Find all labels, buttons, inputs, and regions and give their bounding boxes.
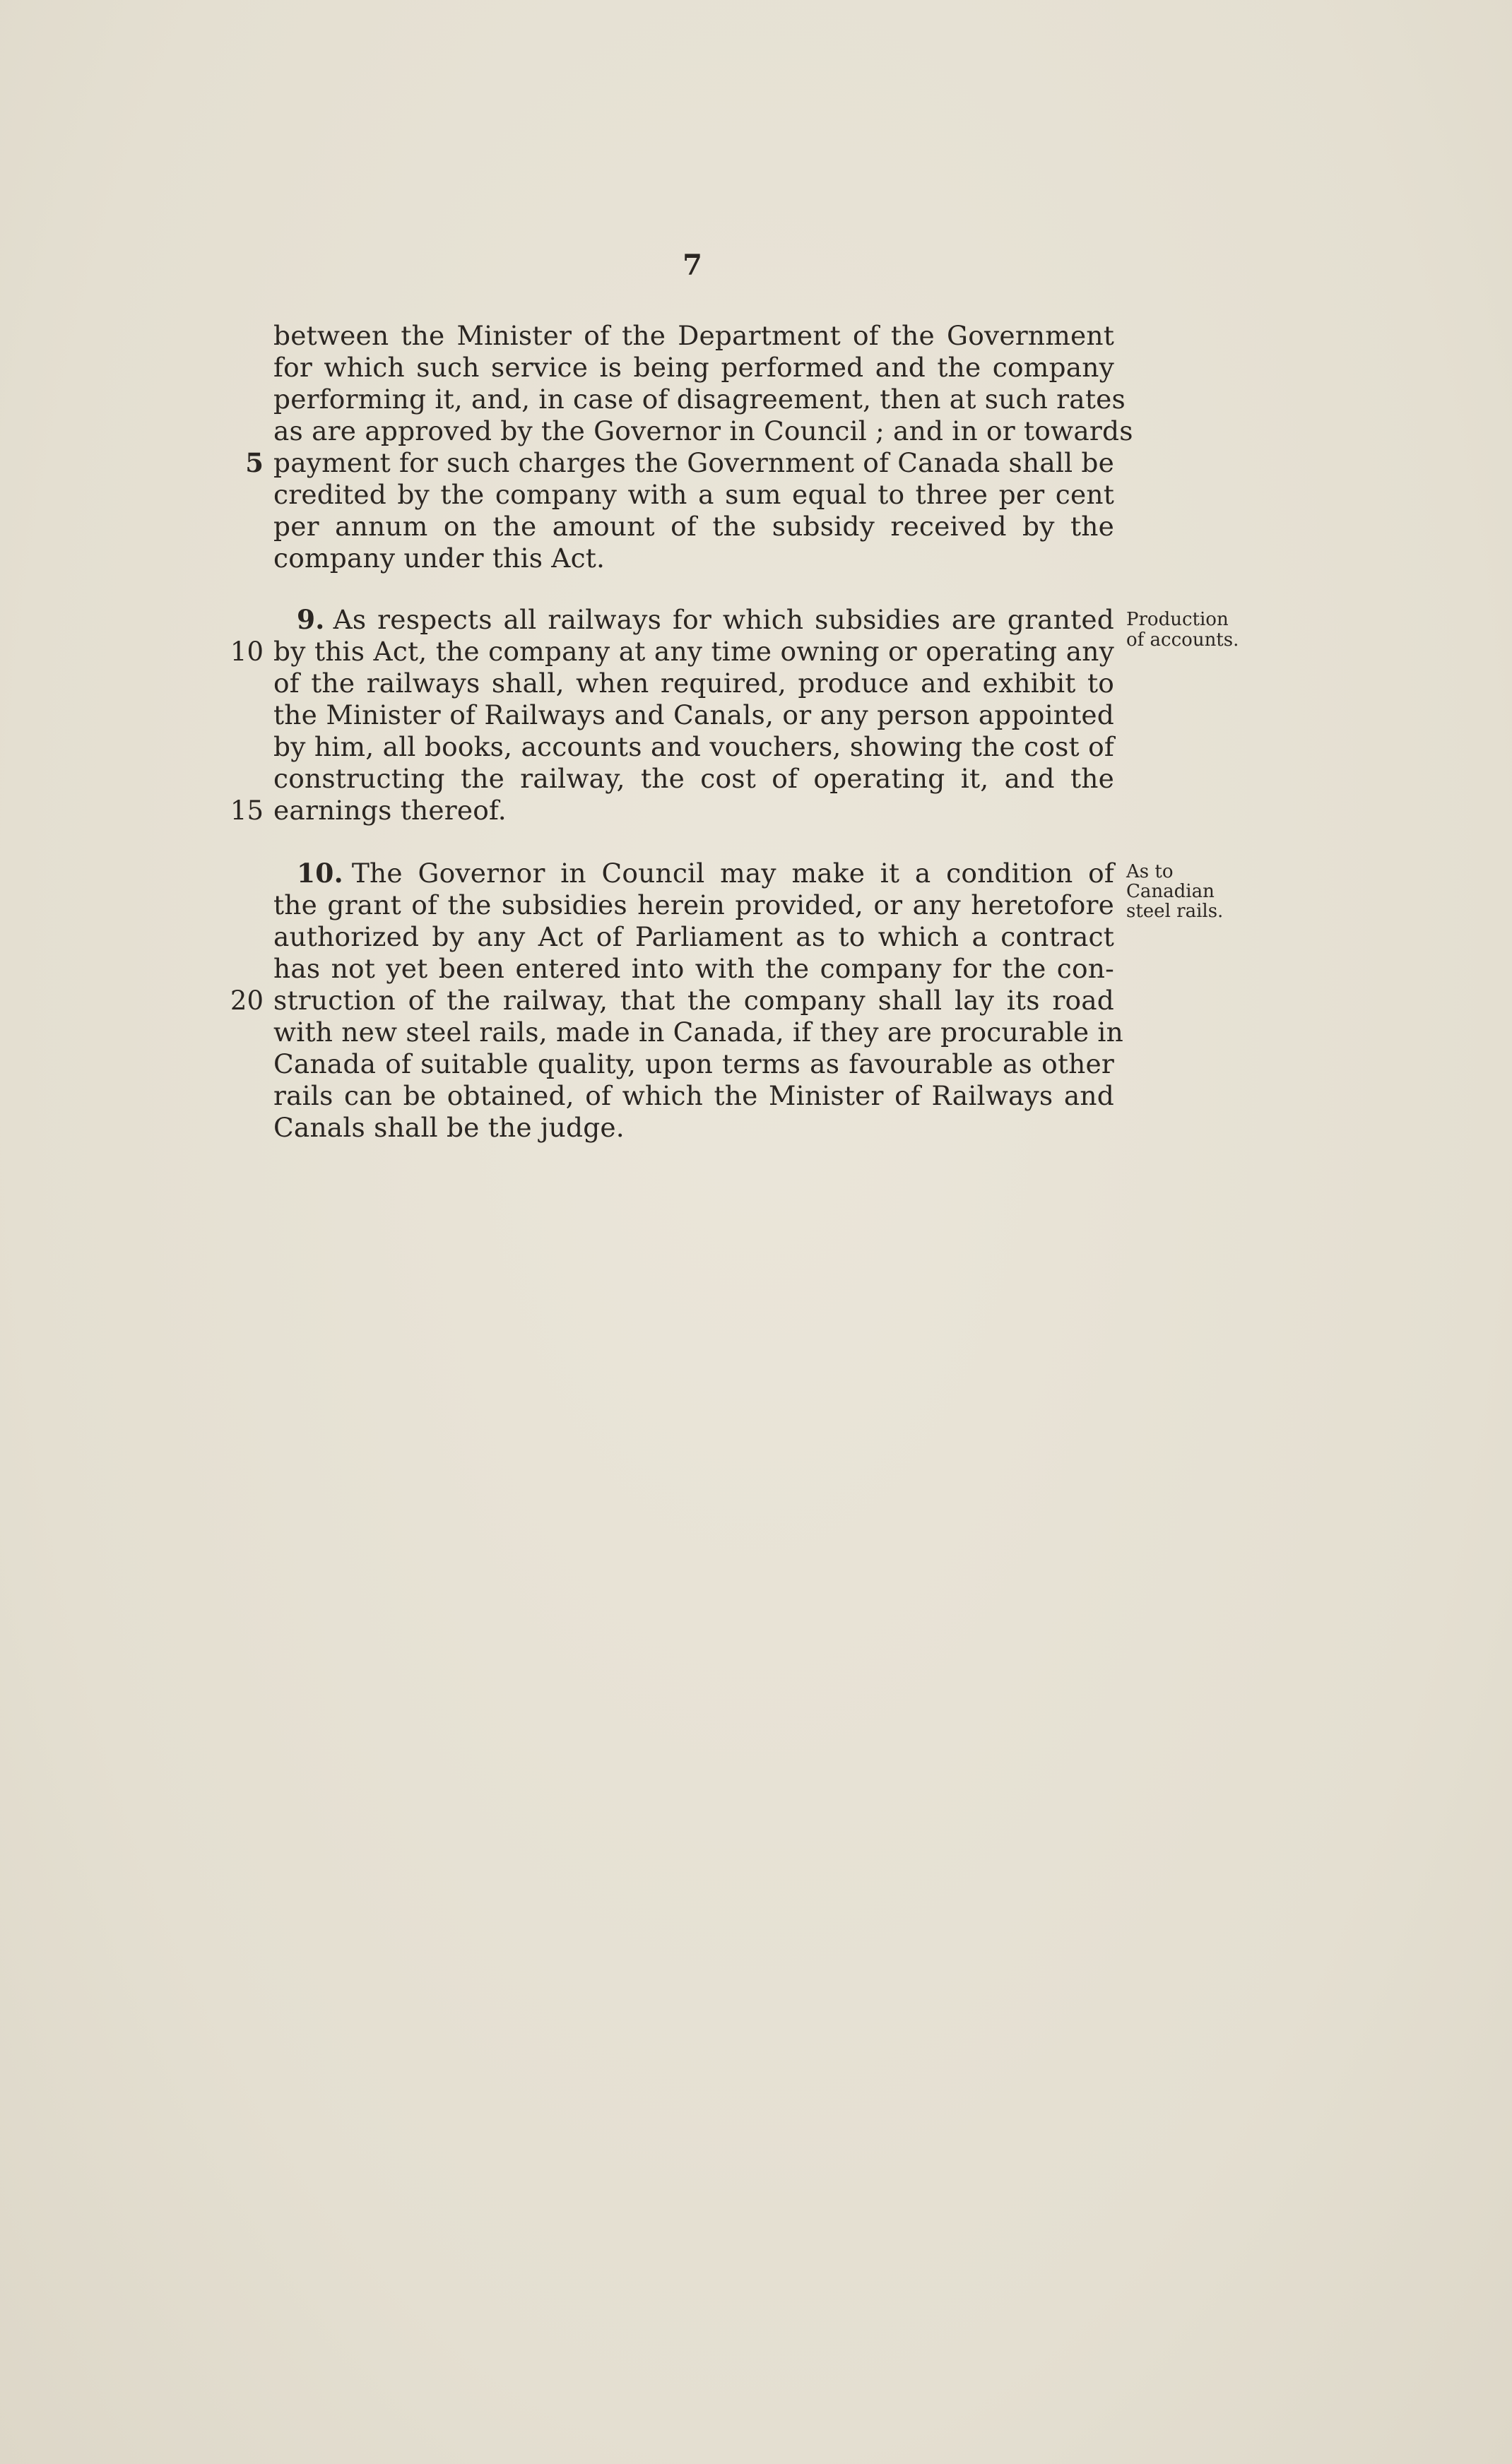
- text-line: per annum on the amount of the subsidy received by the: [273, 511, 1114, 542]
- text-line: earnings thereof.: [273, 795, 507, 826]
- margin-note: of accounts.: [1126, 629, 1239, 651]
- text-line: company under this Act.: [273, 543, 606, 574]
- text-line: by this Act, the company at any time owning or operating any: [273, 636, 1114, 667]
- margin-note: As to: [1126, 861, 1174, 882]
- section-number: 10.: [297, 858, 343, 889]
- text-line: for which such service is being performed and the company: [273, 352, 1114, 383]
- text-line: Canals shall be the judge.: [273, 1112, 625, 1143]
- text-segment: As respects all railways for which subsidies are granted: [333, 604, 1114, 635]
- text-line: Canada of suitable quality, upon terms as favourable as other: [273, 1048, 1114, 1079]
- text-line: as are approved by the Governor in Council ; and in or towards: [273, 415, 1133, 446]
- page-number: 7: [683, 249, 702, 282]
- text-line: rails can be obtained, of which the Minister of Railways and: [273, 1080, 1114, 1111]
- section-10-first-line: [297, 858, 1114, 889]
- text-segment: The Governor in Council may make it a condition of: [351, 858, 1114, 889]
- line-number: 15: [230, 795, 264, 826]
- text-line: has not yet been entered into with the company for the con-: [273, 953, 1114, 984]
- text-line: payment for such charges the Government of Canada shall be: [273, 447, 1114, 478]
- text-line: of the railways shall, when required, produce and exhibit to: [273, 668, 1114, 699]
- text-line: struction of the railway, that the company shall lay its road: [273, 985, 1114, 1016]
- text-line: the Minister of Railways and Canals, or any person appointed: [273, 699, 1114, 730]
- section-9-first-line: [297, 604, 1114, 636]
- line-number: 5: [245, 447, 264, 478]
- text-line: with new steel rails, made in Canada, if they are procurable in: [273, 1017, 1123, 1048]
- line-number: 20: [230, 985, 264, 1016]
- margin-note: Production: [1126, 609, 1229, 630]
- line-number: 10: [230, 636, 264, 667]
- text-line: constructing the railway, the cost of operating it, and the: [273, 763, 1114, 794]
- text-line: credited by the company with a sum equal to three per cent: [273, 479, 1114, 510]
- text-line: by him, all books, accounts and vouchers, showing the cost of: [273, 731, 1114, 762]
- text-line: performing it, and, in case of disagreement, then at such rates: [273, 384, 1126, 415]
- text-line: the grant of the subsidies herein provided, or any heretofore: [273, 889, 1114, 920]
- text-line: between the Minister of the Department of the Government: [273, 320, 1114, 351]
- section-number: 9.: [297, 604, 325, 635]
- text-line: authorized by any Act of Parliament as to which a contract: [273, 921, 1114, 952]
- margin-note: steel rails.: [1126, 901, 1224, 922]
- margin-note: Canadian: [1126, 881, 1215, 902]
